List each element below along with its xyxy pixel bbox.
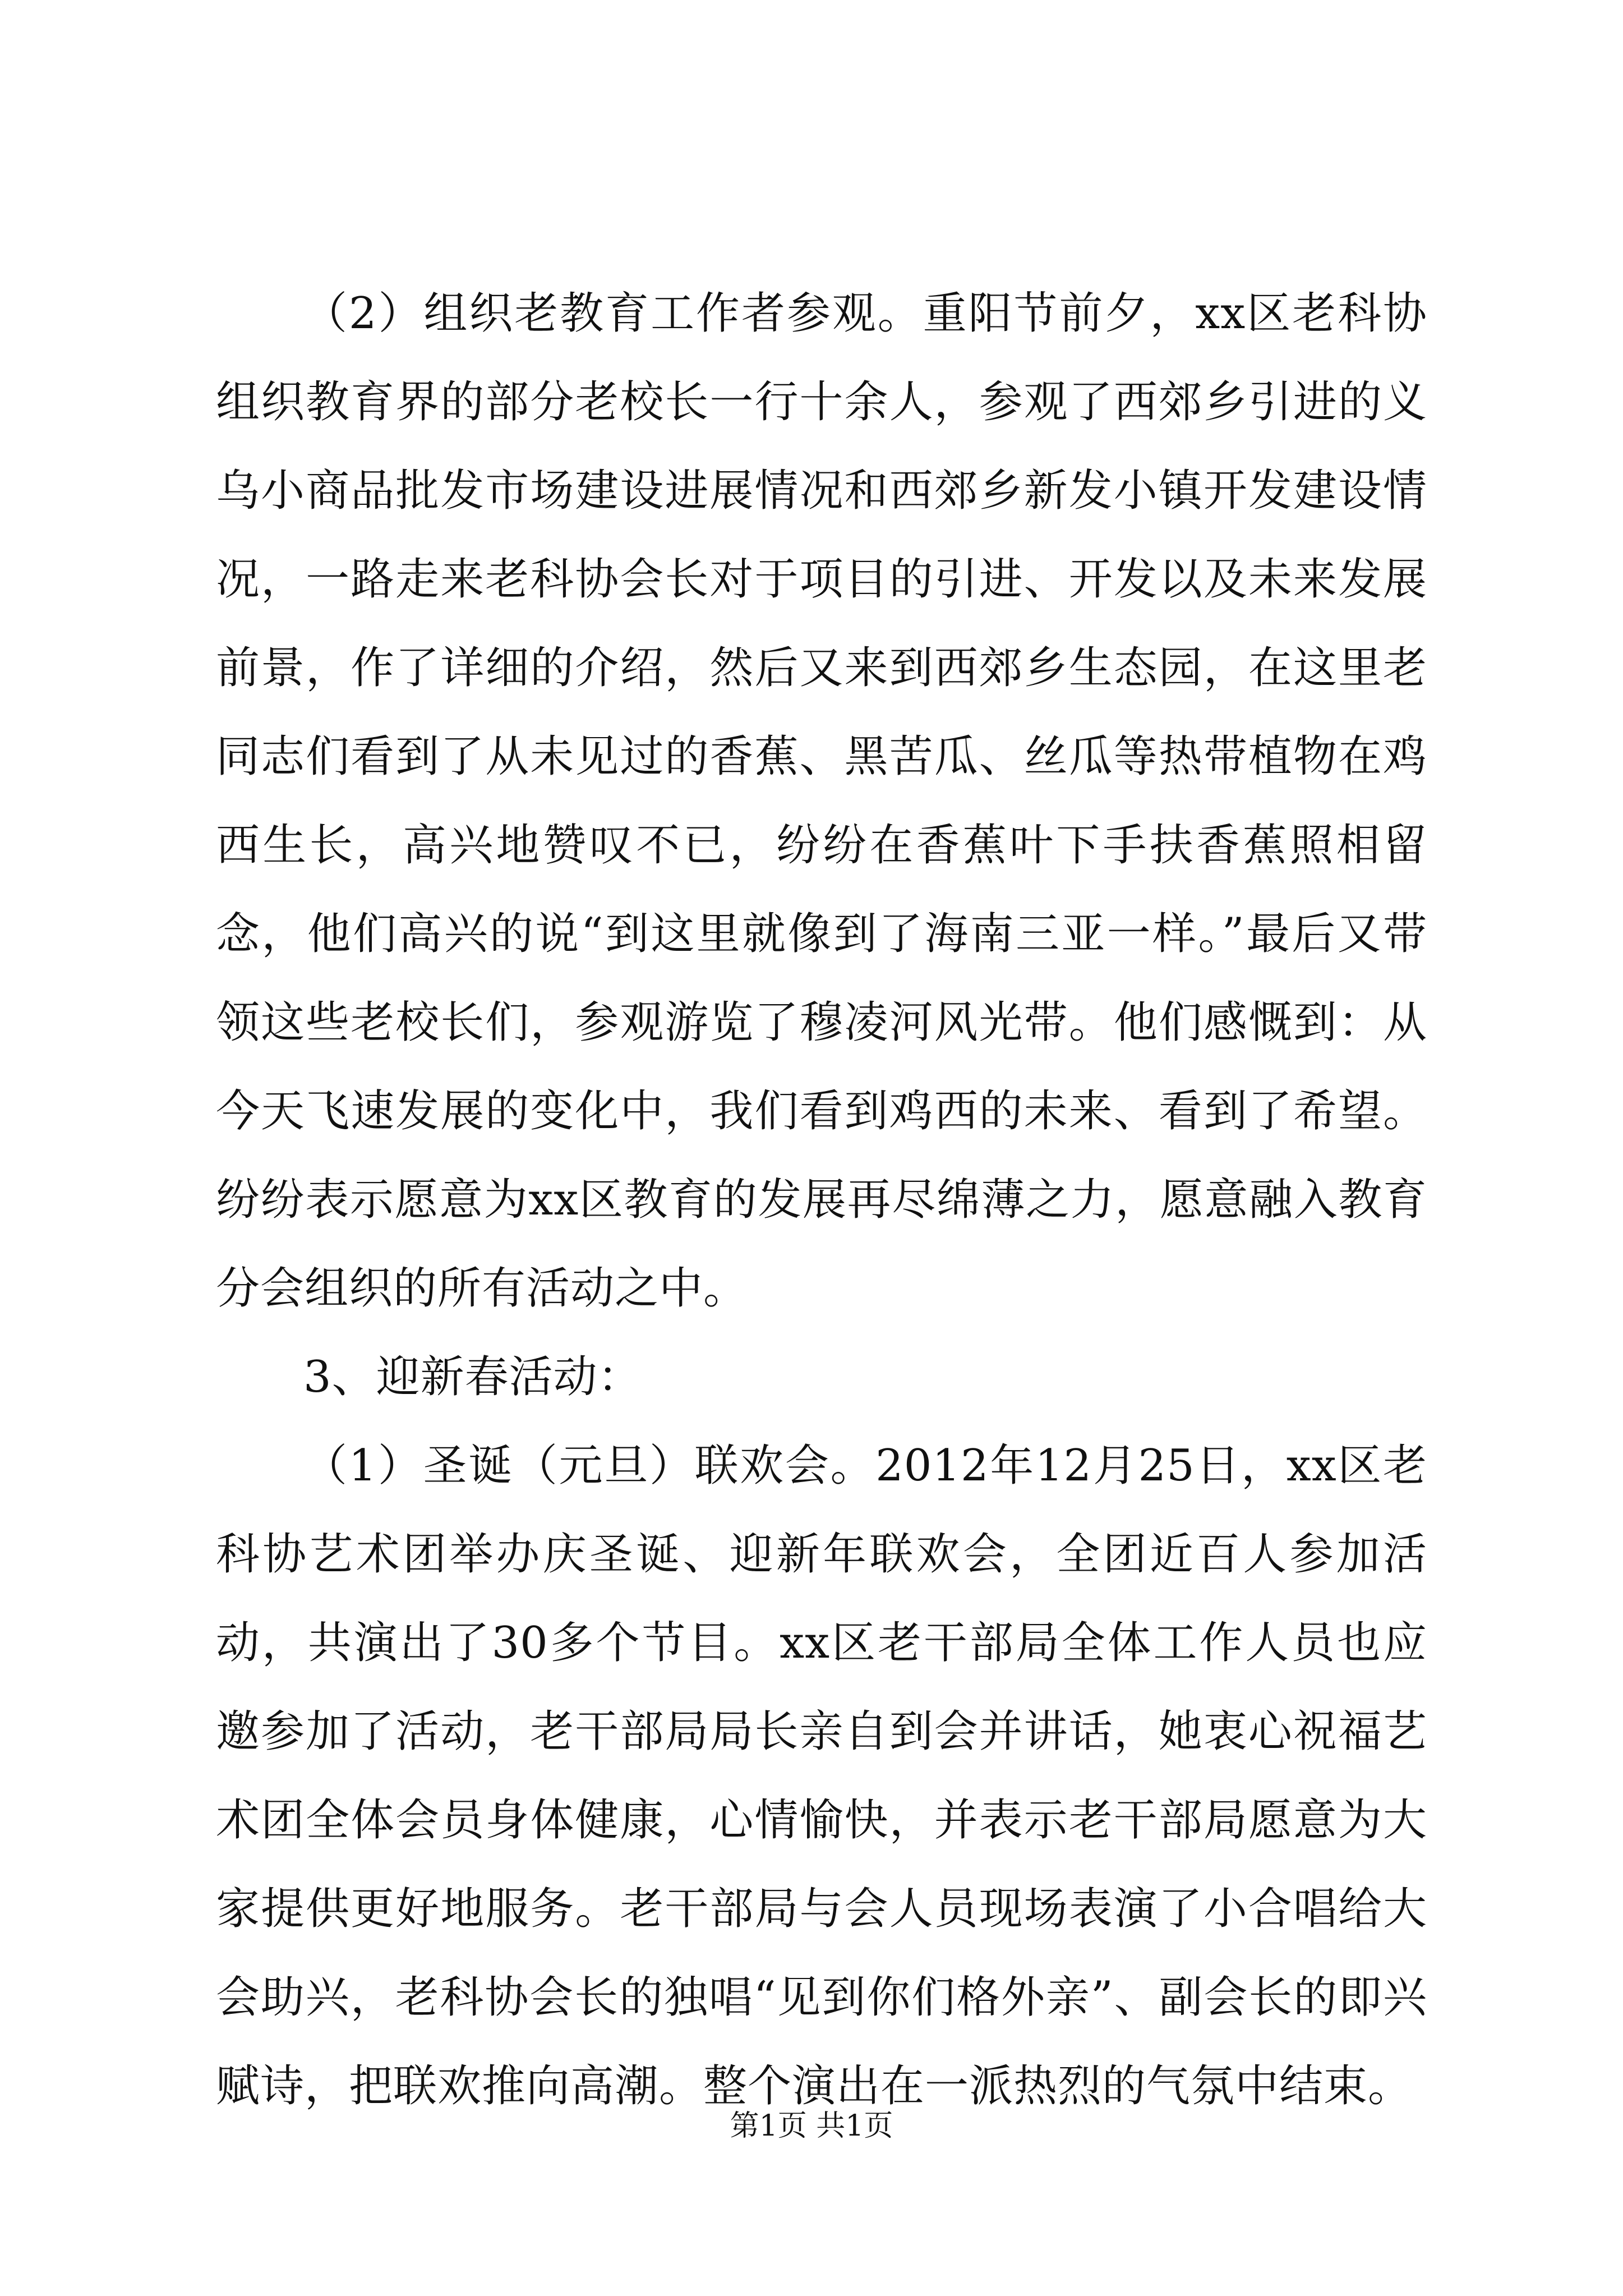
- page-footer: 第1页 共1页: [730, 2109, 893, 2143]
- document-body: [216, 269, 1427, 2131]
- paragraph-party: （1）圣诞（元旦）联欢会。2012年12月25日，xx区老科协艺术团举办庆圣诞、迎新年联欢会，全团近百人参加活动，共演出了30多个节目。xx区老干部局全体工作人员也应邀参加了活动，老干部局局长亲自到会并讲话，她衷心祝福艺术团全体会员身体健康，心情愉快，并表示老干部局愿意为大家提供更好地服务。老干部局与会人员现场表演了小合唱给大会助兴，老科协会长的独唱“见到你们格外亲”、副会长的即兴赋诗，把联欢推向高潮。整个演出在一派热烈的气氛中结束。: [216, 1441, 1427, 2111]
- paragraph-visit: （2）组织老教育工作者参观。重阳节前夕，xx区老科协组织教育界的部分老校长一行十余人，参观了西郊乡引进的义乌小商品批发市场建设进展情况和西郊乡新发小镇开发建设情况，一路走来老科协会长对于项目的引进、开发以及未来发展前景，作了详细的介绍，然后又来到西郊乡生态园，在这里老同志们看到了从未见过的香蕉、黑苦瓜、丝瓜等热带植物在鸡西生长，高兴地赞叹不已，纷纷在香蕉叶下手扶香蕉照相留念，他们高兴的说“到这里就像到了海南三亚一样。”最后又带领这些老校长们，参观游览了穆凌河风光带。他们感慨到：从今天飞速发展的变化中，我们看到鸡西的未来、看到了希望。纷纷表示愿意为xx区教育的发展再尽绵薄之力，愿意融入教育分会组织的所有活动之中。: [216, 288, 1427, 1314]
- section-heading-new-year: 3、迎新春活动：: [303, 1352, 642, 1402]
